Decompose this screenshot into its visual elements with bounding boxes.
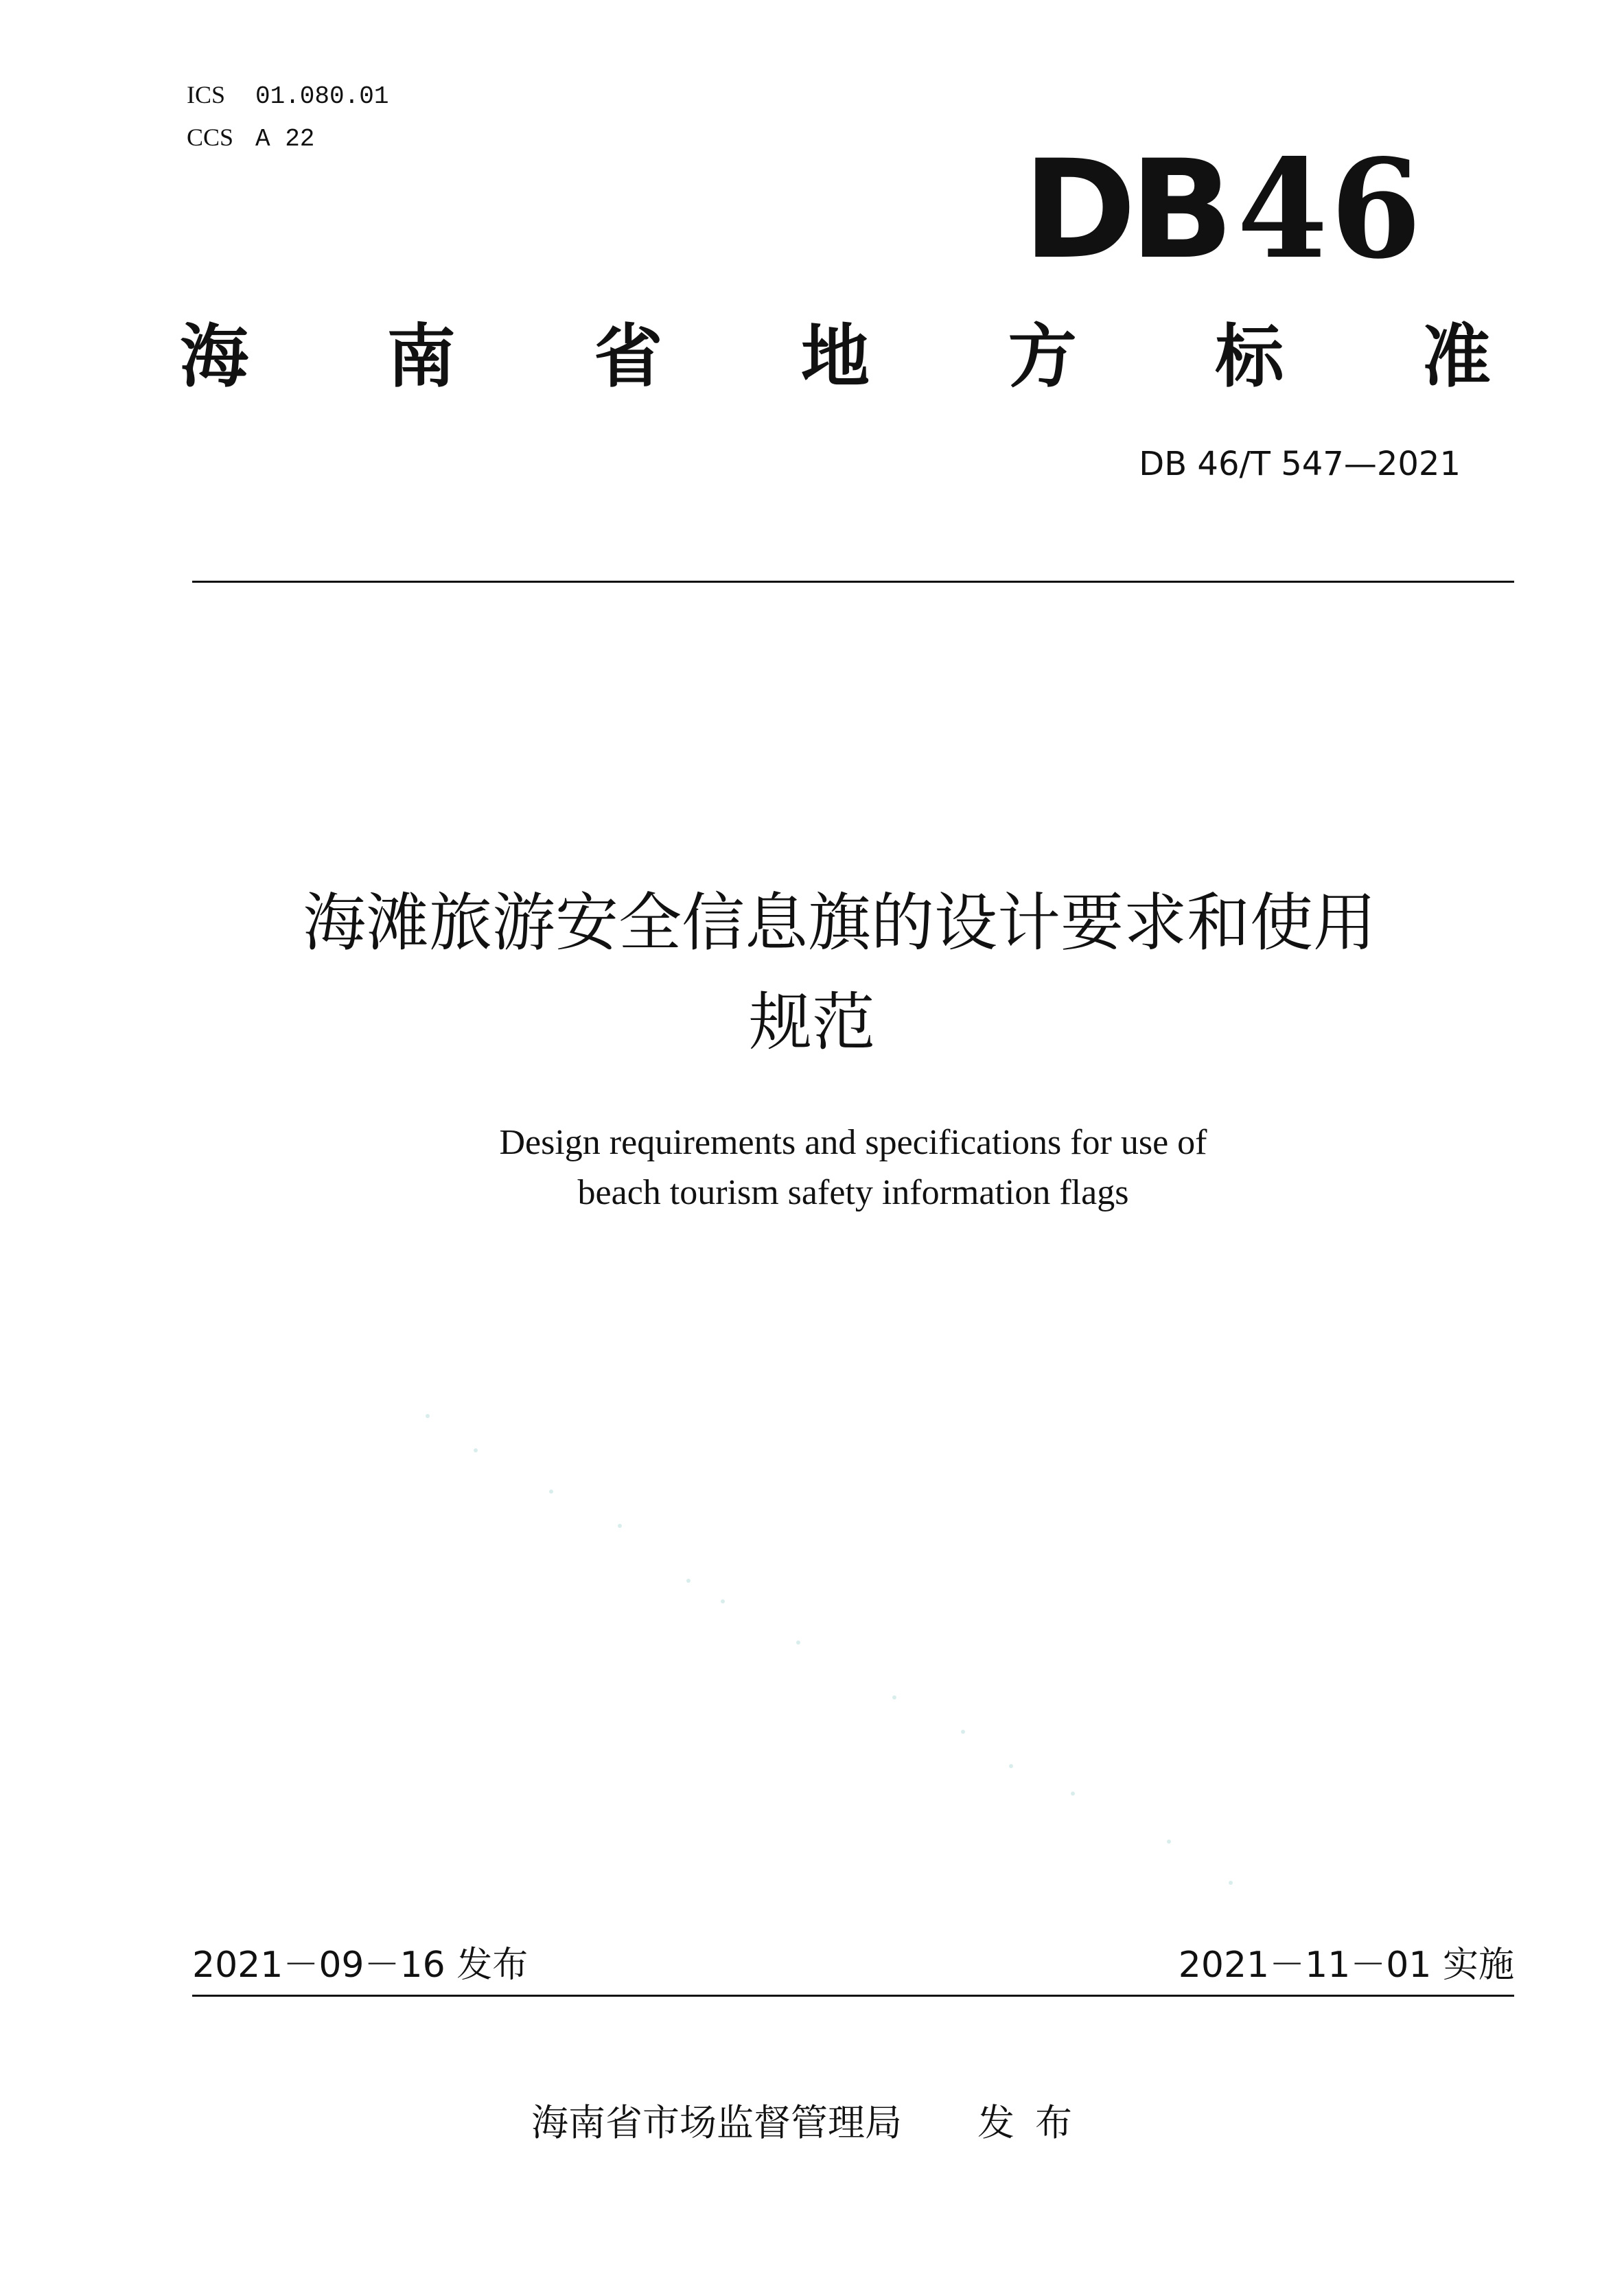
standard-type-char: 省 — [594, 316, 663, 397]
english-title-line-2: beach tourism safety information flags — [577, 1173, 1129, 1212]
issuer-line — [0, 2100, 1624, 2146]
ics-label: ICS — [187, 81, 226, 108]
issue-action: 发布 — [977, 2101, 1093, 2144]
chinese-title-line-2: 规范 — [748, 986, 875, 1059]
ccs-value: A 22 — [255, 125, 315, 153]
logo-number: 46 — [1237, 129, 1424, 289]
standard-type-char: 方 — [1008, 316, 1077, 397]
standard-type-char: 标 — [1215, 316, 1284, 397]
standard-type-title — [180, 316, 1491, 397]
ccs-label: CCS — [187, 124, 234, 151]
header-divider — [192, 581, 1514, 583]
chinese-title-line-1: 海滩旅游安全信息旗的设计要求和使用 — [302, 886, 1376, 960]
standard-type-char: 地 — [800, 316, 870, 397]
implementation-date: 2021－11－01 实施 — [1178, 1945, 1514, 1986]
footer-divider — [192, 1995, 1514, 1997]
standard-type-char: 准 — [1422, 316, 1491, 397]
ccs-code — [187, 122, 314, 154]
logo-letters: DB — [1023, 130, 1227, 289]
ics-value: 01.080.01 — [255, 82, 389, 111]
standard-number: DB 46/T 547—2021 — [1139, 445, 1461, 483]
publish-date: 2021－09－16 发布 — [192, 1945, 529, 1986]
db46-logo — [1023, 129, 1424, 289]
english-title-line-1: Design requirements and specifications for use of — [499, 1123, 1207, 1162]
issuing-organization: 海南省市场监督管理局 — [531, 2101, 902, 2144]
ics-code — [187, 80, 388, 112]
standard-type-char: 南 — [386, 316, 456, 397]
standard-type-char: 海 — [180, 316, 248, 397]
